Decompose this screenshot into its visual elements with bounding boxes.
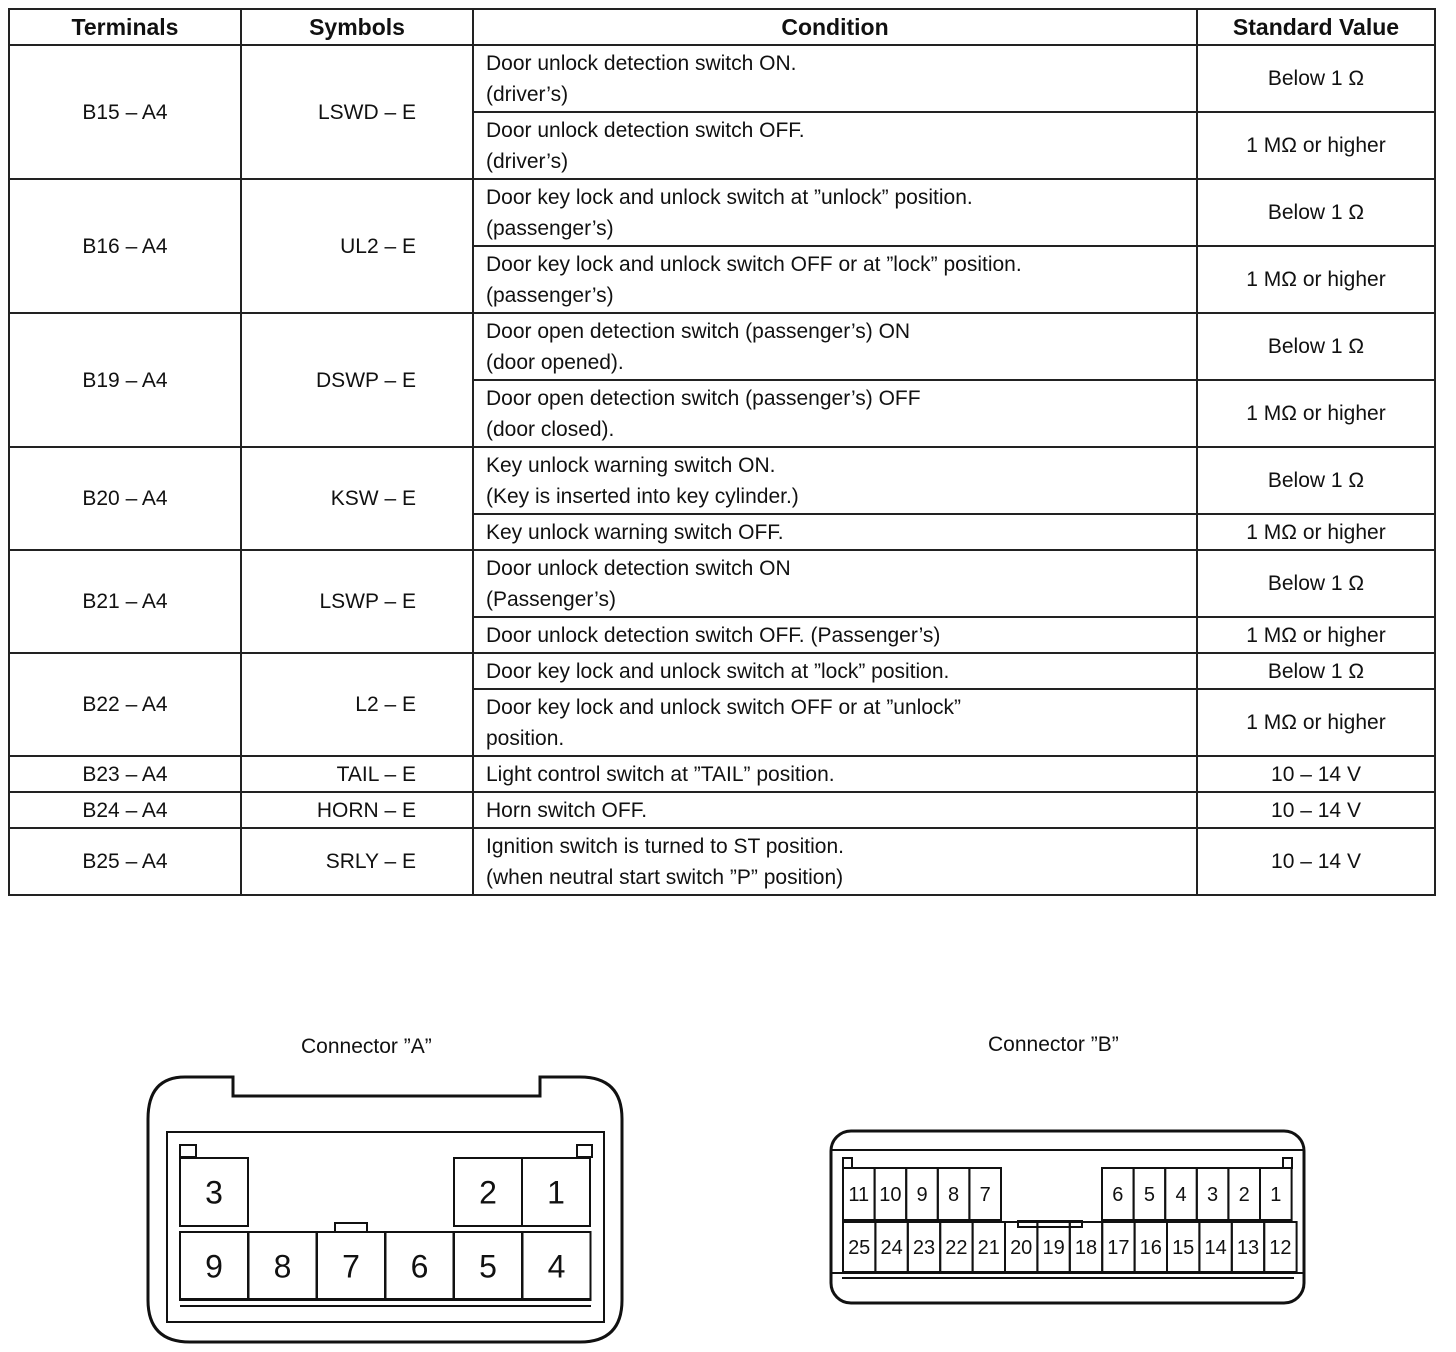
condition-line: Door key lock and unlock switch at ”lock” position.	[486, 659, 950, 683]
pin-label: 17	[1107, 1237, 1130, 1260]
standard-value-cell: 1 MΩ or higher	[1197, 689, 1435, 756]
pin-label: 12	[1269, 1237, 1292, 1260]
pin-label: 15	[1172, 1237, 1195, 1260]
standard-value-cell: Below 1 Ω	[1197, 179, 1435, 246]
table-row	[9, 756, 1435, 792]
pin-label: 7	[342, 1248, 360, 1285]
condition-line: Door key lock and unlock switch OFF or at ”unlock”	[486, 695, 962, 719]
terminals-cell: B21 – A4	[9, 550, 241, 653]
pin-label: 7	[979, 1184, 991, 1207]
connector-a-key-notch	[335, 1223, 367, 1232]
pin-label: 24	[880, 1237, 903, 1260]
condition-line: (passenger’s)	[486, 216, 614, 240]
symbol-cell: SRLY – E	[241, 828, 473, 895]
pin-label: 3	[1207, 1184, 1219, 1207]
pin-label: 10	[879, 1184, 902, 1207]
condition-cell	[473, 514, 1197, 550]
standard-value-cell: Below 1 Ω	[1197, 550, 1435, 617]
terminals-cell: B22 – A4	[9, 653, 241, 756]
condition-cell	[473, 313, 1197, 380]
symbol-cell: LSWD – E	[241, 45, 473, 179]
header-terminals: Terminals	[9, 9, 241, 45]
pin-label: 25	[848, 1237, 871, 1260]
terminals-cell: B15 – A4	[9, 45, 241, 179]
pin-label: 18	[1074, 1237, 1098, 1260]
condition-cell	[473, 246, 1197, 313]
pin-label: 16	[1139, 1237, 1162, 1260]
condition-line: Door unlock detection switch ON	[486, 556, 791, 580]
standard-value-cell: 10 – 14 V	[1197, 828, 1435, 895]
pin-label: 8	[273, 1248, 292, 1285]
pin-label: 20	[1010, 1237, 1033, 1260]
condition-line: Key unlock warning switch OFF.	[486, 520, 784, 544]
condition-line: (Key is inserted into key cylinder.)	[486, 484, 799, 508]
pin-label: 23	[912, 1237, 936, 1260]
pin-label: 2	[1238, 1184, 1250, 1207]
condition-line: position.	[486, 726, 565, 750]
condition-line: Key unlock warning switch ON.	[486, 453, 776, 477]
standard-value-cell: Below 1 Ω	[1197, 313, 1435, 380]
pin-label: 22	[945, 1237, 968, 1260]
condition-cell	[473, 617, 1197, 653]
pin-label: 9	[916, 1184, 928, 1207]
connector-a-diagram	[140, 1070, 630, 1350]
standard-value-cell: 10 – 14 V	[1197, 756, 1435, 792]
terminals-cell: B20 – A4	[9, 447, 241, 550]
pin-label: 11	[848, 1184, 870, 1207]
standard-value-cell: 10 – 14 V	[1197, 792, 1435, 828]
symbol-cell: KSW – E	[241, 447, 473, 550]
spec-table	[8, 8, 1436, 896]
connector-b-latch-left	[843, 1158, 852, 1168]
pin-label: 2	[479, 1174, 497, 1211]
table-row	[9, 653, 1435, 689]
pin-label: 14	[1204, 1237, 1227, 1260]
standard-value-cell: 1 MΩ or higher	[1197, 246, 1435, 313]
connector-a-latch-left	[180, 1145, 196, 1157]
pin-label: 13	[1236, 1237, 1260, 1260]
condition-line: (driver’s)	[486, 149, 569, 173]
table-row	[9, 313, 1435, 380]
condition-line: Ignition switch is turned to ST position.	[486, 834, 844, 858]
connector-b-title: Connector ”B”	[988, 1033, 1119, 1056]
terminals-cell: B24 – A4	[9, 792, 241, 828]
condition-line: Door key lock and unlock switch OFF or at ”lock” position.	[486, 252, 1022, 276]
condition-cell	[473, 45, 1197, 112]
condition-line: Door open detection switch (passenger’s) OFF	[486, 386, 921, 410]
table-row	[9, 550, 1435, 617]
symbol-cell: LSWP – E	[241, 550, 473, 653]
table-row	[9, 828, 1435, 895]
connector-a-title: Connector ”A”	[301, 1035, 432, 1058]
symbol-cell: UL2 – E	[241, 179, 473, 313]
pin-label: 5	[1143, 1184, 1155, 1207]
table-row	[9, 45, 1435, 112]
table-header-row	[9, 9, 1435, 45]
condition-cell	[473, 550, 1197, 617]
symbol-cell: DSWP – E	[241, 313, 473, 447]
header-standard-value: Standard Value	[1197, 9, 1435, 45]
standard-value-cell: 1 MΩ or higher	[1197, 380, 1435, 447]
pin-label: 3	[205, 1174, 223, 1211]
pin-label: 4	[547, 1248, 566, 1285]
condition-cell	[473, 112, 1197, 179]
header-symbols: Symbols	[241, 9, 473, 45]
pin-label: 1	[1270, 1184, 1282, 1207]
pin-label: 4	[1175, 1184, 1187, 1207]
pin-label: 9	[205, 1248, 223, 1285]
pin-label: 21	[977, 1237, 1000, 1260]
pin-label: 5	[479, 1248, 497, 1285]
terminals-cell: B23 – A4	[9, 756, 241, 792]
terminals-cell: B16 – A4	[9, 179, 241, 313]
connector-a-pins	[180, 1158, 591, 1300]
condition-line: (passenger’s)	[486, 283, 614, 307]
condition-cell	[473, 653, 1197, 689]
condition-line: Horn switch OFF.	[486, 798, 648, 822]
condition-line: Door unlock detection switch ON.	[486, 51, 797, 75]
condition-cell	[473, 380, 1197, 447]
standard-value-cell: 1 MΩ or higher	[1197, 617, 1435, 653]
terminals-cell: B25 – A4	[9, 828, 241, 895]
pin-label: 19	[1042, 1237, 1065, 1260]
header-condition: Condition	[473, 9, 1197, 45]
condition-line: Light control switch at ”TAIL” position.	[486, 762, 835, 786]
condition-line: Door open detection switch (passenger’s) ON	[486, 319, 911, 343]
standard-value-cell: Below 1 Ω	[1197, 447, 1435, 514]
table-row	[9, 179, 1435, 246]
terminals-cell: B19 – A4	[9, 313, 241, 447]
condition-line: (driver’s)	[486, 82, 569, 106]
table-row	[9, 792, 1435, 828]
table-row	[9, 447, 1435, 514]
standard-value-cell: Below 1 Ω	[1197, 653, 1435, 689]
standard-value-cell: Below 1 Ω	[1197, 45, 1435, 112]
condition-line: (when neutral start switch ”P” position)	[486, 865, 844, 889]
condition-line: Door key lock and unlock switch at ”unlock” position.	[486, 185, 973, 209]
condition-line: (door closed).	[486, 417, 615, 441]
condition-cell	[473, 179, 1197, 246]
condition-cell	[473, 828, 1197, 895]
pin-label: 8	[948, 1184, 960, 1207]
condition-cell	[473, 756, 1197, 792]
standard-value-cell: 1 MΩ or higher	[1197, 514, 1435, 550]
pin-label: 6	[410, 1248, 429, 1285]
pin-label: 1	[547, 1174, 565, 1211]
condition-cell	[473, 447, 1197, 514]
condition-cell	[473, 792, 1197, 828]
symbol-cell: TAIL – E	[241, 756, 473, 792]
symbol-cell: HORN – E	[241, 792, 473, 828]
connector-a-latch-right	[577, 1145, 592, 1157]
condition-line: Door unlock detection switch OFF.	[486, 118, 805, 142]
condition-line: (Passenger’s)	[486, 587, 616, 611]
pin-label: 6	[1112, 1184, 1124, 1207]
condition-cell	[473, 689, 1197, 756]
condition-line: Door unlock detection switch OFF. (Passenger’s)	[486, 623, 941, 647]
symbol-cell: L2 – E	[241, 653, 473, 756]
standard-value-cell: 1 MΩ or higher	[1197, 112, 1435, 179]
connector-b-latch-right	[1283, 1158, 1292, 1168]
connector-b-diagram	[828, 1128, 1308, 1308]
condition-line: (door opened).	[486, 350, 624, 374]
